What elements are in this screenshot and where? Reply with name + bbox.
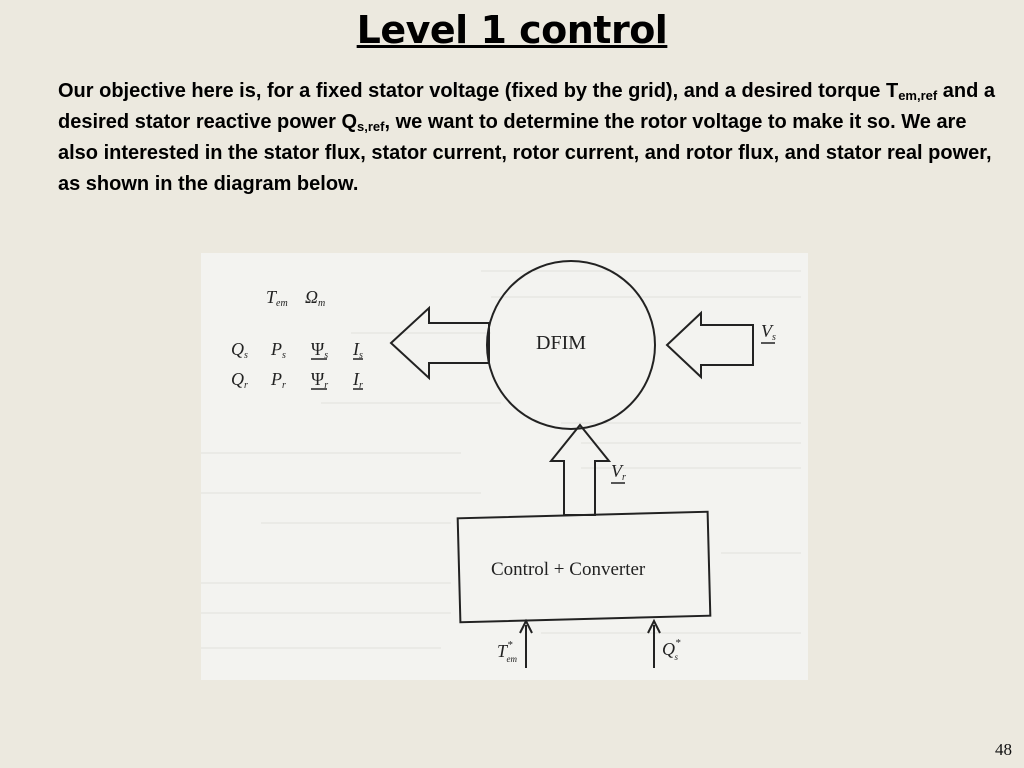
rotor-p: Pr	[271, 369, 286, 391]
dfim-label: DFIM	[536, 332, 587, 354]
stator-flux: Ψs	[311, 339, 329, 361]
stator-p: Ps	[271, 339, 286, 361]
rotor-flux: Ψr	[311, 369, 329, 391]
stator-outputs	[231, 339, 363, 361]
scan-background	[201, 271, 801, 648]
rotor-current: Ir	[353, 369, 363, 391]
converter-label: Control + Converter	[491, 559, 646, 580]
dfim-diagram	[201, 253, 808, 680]
speed-output: Ωm	[305, 287, 326, 309]
slide-title: Level 1 control	[356, 8, 668, 52]
reactive-ref-label: Q* s	[662, 637, 681, 662]
mechanical-outputs	[266, 287, 325, 309]
power-subscript: s,ref	[357, 119, 385, 134]
rotor-q: Qr	[231, 369, 248, 391]
body-paragraph	[58, 76, 1008, 200]
paragraph-rest: , we want to determine the rotor voltage to make it so. We are also interested in the stator flux, stator current, rotor current, and rotor flux, and stator real power, as shown in the diagram below.	[58, 111, 992, 195]
stator-voltage-label: Vs	[761, 321, 776, 343]
stator-q: Qs	[231, 339, 248, 361]
torque-subscript: em,ref	[898, 88, 938, 103]
output-arrow	[391, 308, 489, 378]
paragraph-intro: Our objective here is, for a fixed stator voltage (fixed by the grid), and a desired torque T	[58, 80, 899, 102]
rotor-voltage-label: Vr	[611, 461, 626, 483]
rotor-voltage-arrow	[551, 425, 609, 515]
diagram-svg	[201, 253, 808, 680]
torque-ref-label: T* em	[497, 639, 518, 664]
stator-current: Is	[353, 339, 363, 361]
rotor-outputs	[231, 369, 363, 391]
paragraph-mid: and a desired stator reactive power Q	[58, 80, 996, 133]
page-number: 48	[995, 740, 1012, 759]
stator-voltage-arrow	[667, 313, 753, 377]
torque-output: Tem	[266, 287, 288, 309]
